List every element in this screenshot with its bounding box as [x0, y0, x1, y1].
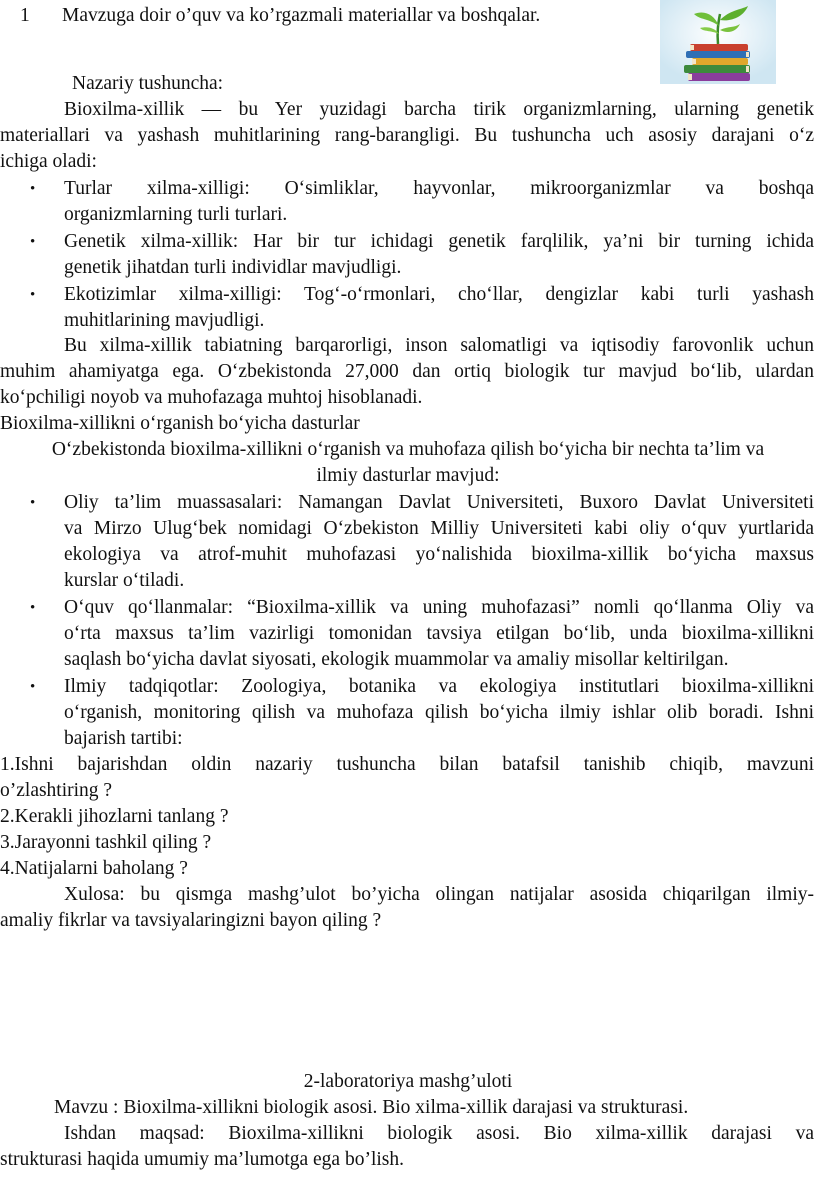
importance-line: muhim ahamiyatga ega. O‘zbekistonda 27,000 dan ortiq biologik tur mavjud bo‘lib, ulardan [0, 361, 814, 382]
level-item-line: organizmlarning turli turlari. [64, 204, 288, 225]
bullet-icon: • [30, 181, 36, 197]
level-item-line: Genetik xilma-xillik: Har bir tur ichidagi genetik farqlilik, ya’ni bir turning ichida [64, 231, 814, 252]
theory-heading: Nazariy tushuncha: [72, 73, 224, 94]
lab2-goal-line: strukturasi haqida umumiy ma’lumotga ega bo’lish. [0, 1149, 405, 1170]
procedure-step-line: 2.Kerakli jihozlarni tanlang ? [0, 806, 229, 827]
program-item-line: kurslar o‘tiladi. [64, 570, 185, 591]
bullet-icon: • [30, 495, 36, 511]
bullet-icon: • [30, 679, 36, 695]
lab2-title: 2-laboratoriya mashg’uloti [303, 1071, 513, 1092]
program-item-line: o‘rganish, monitoring qilish va muhofaza qilish bo‘yicha ilmiy ishlar olib boradi. Ishni [64, 702, 814, 723]
lab2-topic: Mavzu : Bioxilma-xillikni biologik asosi. Bio xilma-xillik darajasi va strukturasi. [54, 1097, 689, 1118]
conclusion-line: Xulosa: bu qismga mashg’ulot bo’yicha olingan natijalar asosida chiqarilgan ilmiy- [64, 884, 814, 905]
books-plant-icon [660, 0, 776, 84]
program-item-line: va Mirzo Ulug‘bek nomidagi O‘zbekiston Milliy Universiteti kabi oliy o‘quv yurtlarida [64, 518, 814, 539]
theory-intro-line: ichiga oladi: [0, 151, 97, 172]
section-number: 1 [20, 5, 30, 26]
level-item-line: Ekotizimlar xilma-xilligi: Tog‘-o‘rmonlari, cho‘llar, dengizlar kabi turli yashash [64, 284, 814, 305]
program-item-line: Oliy ta’lim muassasalari: Namangan Davlat Universiteti, Buxoro Davlat Universiteti [64, 492, 814, 513]
bullet-icon: • [30, 287, 36, 303]
conclusion-line: amaliy fikrlar va tavsiyalaringizni bayon qiling ? [0, 910, 382, 931]
programs-heading: Bioxilma-xillikni o‘rganish bo‘yicha dasturlar [0, 413, 360, 434]
importance-line: Bu xilma-xillik tabiatning barqarorligi, inson salomatligi va iqtisodiy farovonlik uchun [64, 335, 814, 356]
theory-intro-line: Bioxilma-xillik — bu Yer yuzidagi barcha tirik organizmlarning, ularning genetik [64, 99, 814, 120]
program-item-line: bajarish tartibi: [64, 728, 183, 749]
programs-intro-line: ilmiy dasturlar mavjud: [316, 465, 500, 486]
procedure-step-line: o’zlashtiring ? [0, 780, 113, 801]
theory-intro-line: materiallari va yashash muhitlarining rang-barangligi. Bu tushuncha uch asosiy darajani o‘z [0, 125, 814, 146]
level-item-line: Turlar xilma-xilligi: O‘simliklar, hayvonlar, mikroorganizmlar va boshqa [64, 178, 814, 199]
programs-intro-line: O‘zbekistonda bioxilma-xillikni o‘rganish va muhofaza qilish bo‘yicha bir nechta ta’lim va [51, 439, 765, 460]
program-item-line: ekologiya va atrof-muhit muhofazasi yo‘nalishida bioxilma-xillik bo‘yicha maxsus [64, 544, 814, 565]
procedure-step-line: 4.Natijalarni baholang ? [0, 858, 188, 879]
program-item-line: o‘rta maxsus ta’lim vazirligi tomonidan tavsiya etilgan bo‘lib, unda bioxilma-xillikni [64, 623, 814, 644]
bullet-icon: • [30, 234, 36, 250]
level-item-line: muhitlarining mavjudligi. [64, 310, 265, 331]
lab2-goal-line: Ishdan maqsad: Bioxilma-xillikni biologik asosi. Bio xilma-xillik darajasi va [64, 1123, 814, 1144]
program-item-line: saqlash bo‘yicha davlat siyosati, ekologik muammolar va amaliy misollar keltirilgan. [64, 649, 729, 670]
level-item-line: genetik jihatdan turli individlar mavjudligi. [64, 257, 402, 278]
importance-line: ko‘pchiligi noyob va muhofazaga muhtoj hisoblanadi. [0, 387, 423, 408]
procedure-step-line: 1.Ishni bajarishdan oldin nazariy tushuncha bilan batafsil tanishib chiqib, mavzuni [0, 754, 814, 775]
section-title: Mavzuga doir o’quv va ko’rgazmali materiallar va boshqalar. [62, 5, 541, 26]
bullet-icon: • [30, 600, 36, 616]
program-item-line: O‘quv qo‘llanmalar: “Bioxilma-xillik va uning muhofazasi” nomli qo‘llanma Oliy va [64, 597, 814, 618]
procedure-step-line: 3.Jarayonni tashkil qiling ? [0, 832, 212, 853]
program-item-line: Ilmiy tadqiqotlar: Zoologiya, botanika va ekologiya institutlari bioxilma-xillikni [64, 676, 814, 697]
